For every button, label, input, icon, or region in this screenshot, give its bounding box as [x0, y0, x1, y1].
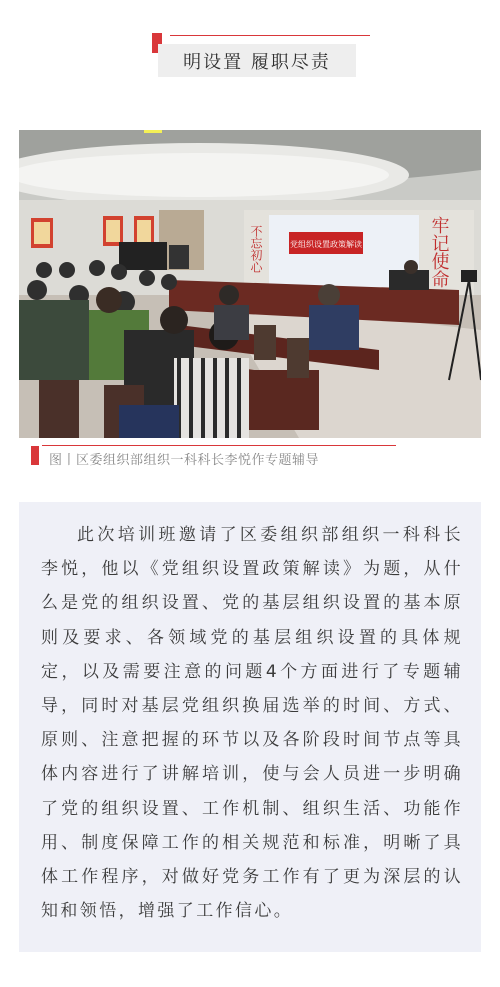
wall-slogan-left: 不忘初心	[249, 225, 263, 273]
screen-text: 党组织设置政策解读	[290, 240, 362, 249]
photo-caption: 图丨区委组织部组织一科科长李悦作专题辅导	[49, 453, 320, 468]
header-divider	[170, 35, 370, 36]
caption-accent-bar	[31, 446, 39, 465]
section-title: 明设置 履职尽责	[158, 44, 356, 77]
article-paragraph: 此次培训班邀请了区委组织部组织一科科长李悦，他以《党组织设置政策解读》为题，从什么是党的组织设置、党的基层组织设置的基本原则及要求、各领域党的基层组织设置的具体规定，以及需要注意的问题4个方面进行了专题辅导，同时对基层党组织换届选举的时间、方式、原则、注意把握的环节以及各阶段时间节点等具体内容进行了讲解培训，使与会人员进一步明确了党的组织设置、工作机制、组织生活、功能作用、制度保障工作的相关规范和标准，明晰了具体工作程序，对做好党务工作有了更为深层的认知和领悟，增强了工作信心。	[41, 525, 463, 922]
caption-divider	[42, 445, 396, 446]
wall-slogan-right: 牢记使命	[428, 216, 450, 288]
section-header	[0, 0, 500, 110]
article-body	[19, 502, 481, 952]
training-photo	[19, 130, 481, 438]
